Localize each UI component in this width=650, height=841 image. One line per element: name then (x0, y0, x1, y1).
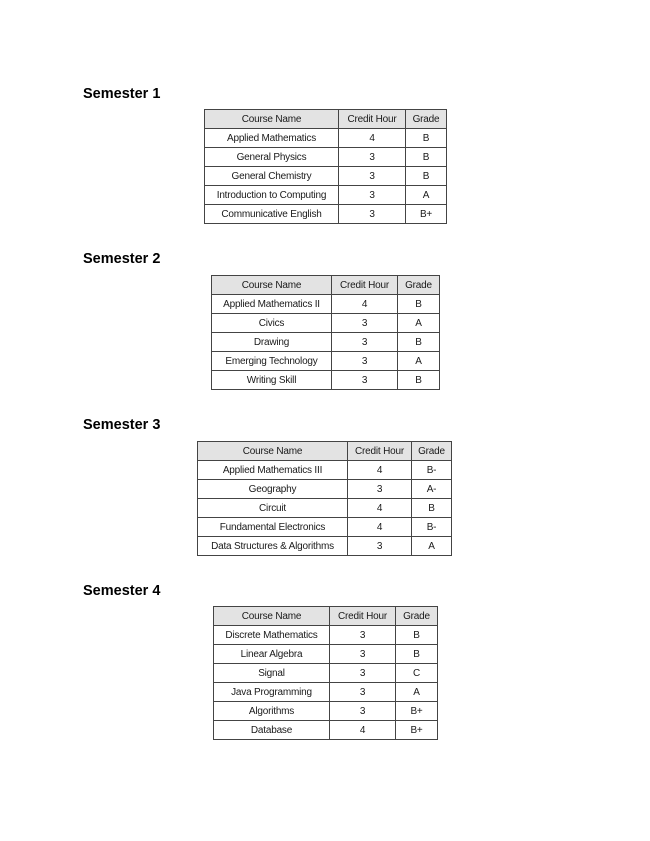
column-header-course-name: Course Name (205, 110, 339, 129)
grade-cell: C (396, 664, 438, 683)
course-name-cell: Applied Mathematics (205, 129, 339, 148)
credit-hour-cell: 3 (330, 645, 396, 664)
grade-cell: B (398, 295, 440, 314)
table-row (212, 352, 440, 371)
semester-3-heading: Semester 3 (83, 417, 161, 433)
semester-2-table (211, 275, 440, 390)
table-row (214, 664, 438, 683)
table-row (212, 295, 440, 314)
course-name-cell: Emerging Technology (212, 352, 332, 371)
grade-cell: B (396, 645, 438, 664)
grade-cell: B (396, 626, 438, 645)
credit-hour-cell: 3 (330, 702, 396, 721)
table-row (214, 645, 438, 664)
table-row (198, 499, 452, 518)
semester-2-heading: Semester 2 (83, 251, 161, 267)
course-name-cell: Communicative English (205, 205, 339, 224)
column-header-credit-hour: Credit Hour (332, 276, 398, 295)
course-name-cell: Fundamental Electronics (198, 518, 348, 537)
grade-cell: B (406, 129, 447, 148)
credit-hour-cell: 3 (330, 664, 396, 683)
grade-cell: A (406, 186, 447, 205)
column-header-credit-hour: Credit Hour (339, 110, 406, 129)
semester-1-table (204, 109, 447, 224)
grade-cell: B (406, 167, 447, 186)
credit-hour-cell: 3 (339, 186, 406, 205)
course-name-cell: Applied Mathematics II (212, 295, 332, 314)
course-name-cell: General Chemistry (205, 167, 339, 186)
grade-cell: B+ (396, 721, 438, 740)
table-row (214, 626, 438, 645)
course-name-cell: Algorithms (214, 702, 330, 721)
grade-cell: B (398, 371, 440, 390)
credit-hour-cell: 3 (332, 352, 398, 371)
table-row (212, 314, 440, 333)
grade-cell: B (406, 148, 447, 167)
credit-hour-cell: 4 (348, 518, 412, 537)
credit-hour-cell: 3 (330, 626, 396, 645)
course-name-cell: Civics (212, 314, 332, 333)
grade-cell: A (396, 683, 438, 702)
grade-cell: B+ (396, 702, 438, 721)
grade-cell: A (398, 314, 440, 333)
table-row (212, 371, 440, 390)
grade-cell: B+ (406, 205, 447, 224)
table-row (198, 537, 452, 556)
table-row (205, 186, 447, 205)
column-header-course-name: Course Name (198, 442, 348, 461)
column-header-credit-hour: Credit Hour (348, 442, 412, 461)
column-header-grade: Grade (396, 607, 438, 626)
course-name-cell: Drawing (212, 333, 332, 352)
table-row (205, 148, 447, 167)
table-row (198, 518, 452, 537)
semester-4-table (213, 606, 438, 740)
credit-hour-cell: 3 (348, 480, 412, 499)
table-row (214, 721, 438, 740)
table-header-row (198, 442, 452, 461)
column-header-grade: Grade (398, 276, 440, 295)
credit-hour-cell: 4 (332, 295, 398, 314)
credit-hour-cell: 3 (339, 167, 406, 186)
credit-hour-cell: 3 (332, 314, 398, 333)
table-row (214, 683, 438, 702)
course-name-cell: Signal (214, 664, 330, 683)
grade-cell: B (412, 499, 452, 518)
table-row (205, 167, 447, 186)
course-name-cell: Linear Algebra (214, 645, 330, 664)
credit-hour-cell: 3 (348, 537, 412, 556)
grade-cell: A (398, 352, 440, 371)
credit-hour-cell: 3 (332, 333, 398, 352)
credit-hour-cell: 4 (330, 721, 396, 740)
credit-hour-cell: 4 (348, 461, 412, 480)
credit-hour-cell: 4 (339, 129, 406, 148)
column-header-grade: Grade (412, 442, 452, 461)
course-name-cell: Geography (198, 480, 348, 499)
table-header-row (205, 110, 447, 129)
table-row (212, 333, 440, 352)
grade-cell: B- (412, 461, 452, 480)
course-name-cell: Introduction to Computing (205, 186, 339, 205)
table-row (214, 702, 438, 721)
table-row (198, 480, 452, 499)
course-name-cell: Applied Mathematics III (198, 461, 348, 480)
column-header-course-name: Course Name (214, 607, 330, 626)
column-header-course-name: Course Name (212, 276, 332, 295)
credit-hour-cell: 3 (339, 148, 406, 167)
table-row (198, 461, 452, 480)
course-name-cell: Java Programming (214, 683, 330, 702)
grade-cell: A- (412, 480, 452, 499)
credit-hour-cell: 4 (348, 499, 412, 518)
semester-4-heading: Semester 4 (83, 583, 161, 599)
table-row (205, 129, 447, 148)
semester-3-table (197, 441, 452, 556)
grade-cell: B- (412, 518, 452, 537)
course-name-cell: Data Structures & Algorithms (198, 537, 348, 556)
course-name-cell: Writing Skill (212, 371, 332, 390)
credit-hour-cell: 3 (330, 683, 396, 702)
course-name-cell: Discrete Mathematics (214, 626, 330, 645)
table-header-row (214, 607, 438, 626)
credit-hour-cell: 3 (339, 205, 406, 224)
semester-1-heading: Semester 1 (83, 86, 161, 102)
course-name-cell: Database (214, 721, 330, 740)
column-header-grade: Grade (406, 110, 447, 129)
credit-hour-cell: 3 (332, 371, 398, 390)
column-header-credit-hour: Credit Hour (330, 607, 396, 626)
course-name-cell: Circuit (198, 499, 348, 518)
grade-cell: B (398, 333, 440, 352)
table-header-row (212, 276, 440, 295)
table-row (205, 205, 447, 224)
course-name-cell: General Physics (205, 148, 339, 167)
grade-cell: A (412, 537, 452, 556)
